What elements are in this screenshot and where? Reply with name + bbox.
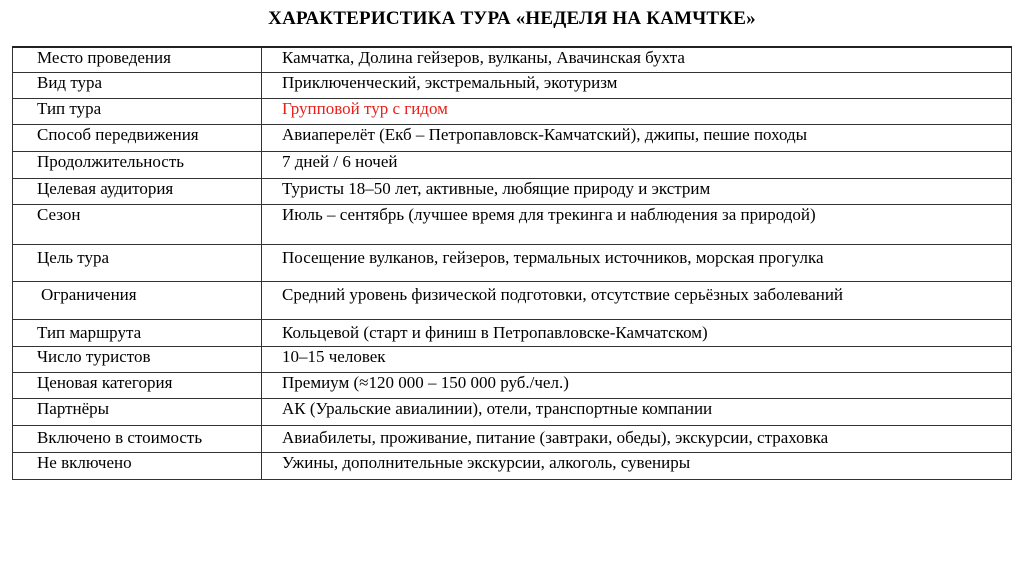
row-label: Целевая аудитория [13,178,262,204]
table-row [13,72,1012,98]
row-label: Ценовая категория [13,372,262,398]
row-label: Цель тура [13,244,262,281]
row-value: Премиум (≈120 000 – 150 000 руб./чел.) [262,372,1012,398]
table-row [13,281,1012,319]
row-value: Авиаперелёт (Екб – Петропавловск-Камчатский), джипы, пешие походы [262,124,1012,151]
table-row [13,124,1012,151]
row-label: Место проведения [13,47,262,72]
row-value: Авиабилеты, проживание, питание (завтраки, обеды), экскурсии, страховка [262,425,1012,452]
table-row [13,372,1012,398]
tour-characteristics-table [12,46,1012,480]
table-row [13,47,1012,72]
row-value: Посещение вулканов, гейзеров, термальных источников, морская прогулка [262,244,1012,281]
row-value-highlighted: Групповой тур с гидом [262,98,1012,124]
table-row [13,204,1012,244]
row-label: Тип тура [13,98,262,124]
row-value: Кольцевой (старт и финиш в Петропавловске-Камчатском) [262,319,1012,346]
row-label: Ограничения [13,281,262,319]
row-label: Сезон [13,204,262,244]
table-row [13,398,1012,425]
row-value: Камчатка, Долина гейзеров, вулканы, Авачинская бухта [262,47,1012,72]
row-value: 10–15 человек [262,346,1012,372]
row-label: Не включено [13,452,262,479]
row-value: 7 дней / 6 ночей [262,151,1012,178]
row-value: Приключенческий, экстремальный, экотуризм [262,72,1012,98]
table-row [13,178,1012,204]
row-value: Туристы 18–50 лет, активные, любящие природу и экстрим [262,178,1012,204]
row-label: Включено в стоимость [13,425,262,452]
row-value: Ужины, дополнительные экскурсии, алкоголь, сувениры [262,452,1012,479]
row-value: Июль – сентябрь (лучшее время для трекинга и наблюдения за природой) [262,204,1012,244]
row-value: АК (Уральские авиалинии), отели, транспортные компании [262,398,1012,425]
table-row [13,98,1012,124]
table-row [13,244,1012,281]
row-label: Продолжительность [13,151,262,178]
row-label: Партнёры [13,398,262,425]
row-label: Способ передвижения [13,124,262,151]
page-title: ХАРАКТЕРИСТИКА ТУРА «НЕДЕЛЯ НА КАМЧТКЕ» [268,8,756,29]
row-label: Вид тура [13,72,262,98]
row-value: Средний уровень физической подготовки, отсутствие серьёзных заболеваний [262,281,1012,319]
table-row [13,425,1012,452]
row-label: Число туристов [13,346,262,372]
table-row [13,151,1012,178]
table-row [13,346,1012,372]
table-row [13,319,1012,346]
table-row [13,452,1012,479]
row-label: Тип маршрута [13,319,262,346]
